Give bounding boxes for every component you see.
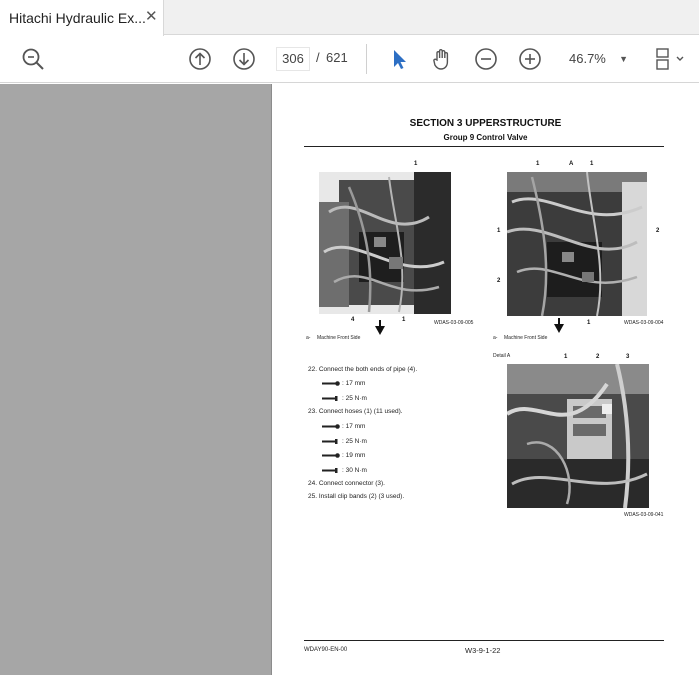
figure-1-callout: 4	[351, 317, 355, 323]
page-separator: /	[316, 50, 320, 65]
figure-2-callout: 1	[587, 320, 591, 326]
page-number-input[interactable]: 306	[276, 47, 310, 71]
figure-2-code: WDAS-03-09-004	[624, 320, 664, 326]
page-layout-icon[interactable]	[652, 46, 688, 72]
chevron-down-icon: ▼	[619, 54, 628, 64]
step-23: 23. Connect hoses (1) (11 used).	[308, 408, 403, 415]
figure-3-callout: 3	[626, 354, 630, 360]
front-arrow-icon	[375, 326, 385, 335]
step-24: 24. Connect connector (3).	[308, 480, 385, 487]
zoom-search-icon[interactable]	[20, 46, 46, 72]
figure-2-callout: 1	[536, 161, 540, 167]
wrench-icon	[322, 381, 340, 386]
page-down-icon[interactable]	[231, 46, 257, 72]
step-25: 25. Install clip bands (2) (3 used).	[308, 493, 405, 500]
figure-1-photo	[319, 172, 451, 314]
tab-title: Hitachi Hydraulic Ex...	[9, 10, 146, 26]
figure-3-photo	[507, 364, 649, 508]
figure-3-callout: 2	[596, 354, 600, 360]
spec-wrench-size: : 17 mm	[322, 423, 365, 430]
spec-torque: : 25 N·m	[322, 395, 367, 402]
figure-1-caption: Machine Front Side	[317, 335, 361, 341]
footer-page-code: W3-9-1-22	[465, 646, 501, 655]
figure-3-label: Detail A	[493, 353, 511, 359]
figure-2-callout: A	[569, 161, 574, 167]
footer-doc-code: WDAY90-EN-00	[304, 647, 348, 653]
spec-wrench-size: : 19 mm	[322, 452, 365, 459]
figure-2-callout: 1	[497, 228, 501, 234]
figure-2-callout: 1	[590, 161, 594, 167]
figure-3-code: WDAS-03-09-041	[624, 512, 664, 518]
zoom-in-icon[interactable]	[517, 46, 543, 72]
torque-wrench-icon	[322, 468, 340, 473]
wrench-icon	[322, 453, 340, 458]
hand-tool-icon[interactable]	[429, 46, 455, 72]
figure-1-callout: 1	[414, 161, 418, 167]
zoom-value: 46.7%	[569, 51, 606, 66]
total-pages: 621	[326, 50, 348, 65]
caption-marker: a-	[493, 335, 498, 341]
document-page	[271, 84, 699, 675]
figure-2-photo	[507, 172, 647, 316]
spec-torque: : 30 N·m	[322, 467, 367, 474]
caption-marker: a-	[306, 335, 311, 341]
torque-wrench-icon	[322, 396, 340, 401]
spec-wrench-size: : 17 mm	[322, 380, 365, 387]
figure-1-code: WDAS-03-09-005	[434, 320, 474, 326]
toolbar-divider	[366, 44, 367, 74]
section-title: SECTION 3 UPPERSTRUCTURE	[409, 118, 562, 129]
torque-wrench-icon	[322, 439, 340, 444]
zoom-select[interactable]	[560, 47, 634, 71]
select-cursor-icon[interactable]	[385, 46, 411, 72]
page-up-icon[interactable]	[187, 46, 213, 72]
close-icon[interactable]: ✕	[145, 8, 158, 25]
document-viewer[interactable]	[0, 84, 699, 675]
wrench-icon	[322, 424, 340, 429]
document-tab[interactable]	[0, 0, 164, 36]
figure-1-callout: 1	[402, 317, 406, 323]
zoom-out-icon[interactable]	[473, 46, 499, 72]
tab-bar	[0, 0, 699, 35]
step-22: 22. Connect the both ends of pipe (4).	[308, 366, 418, 373]
figure-2-callout: 2	[497, 278, 501, 284]
toolbar	[0, 36, 699, 83]
front-arrow-icon	[554, 324, 564, 333]
figure-2-caption: Machine Front Side	[504, 335, 548, 341]
group-title: Group 9 Control Valve	[443, 133, 528, 142]
spec-torque: : 25 N·m	[322, 438, 367, 445]
footer-rule	[304, 640, 664, 641]
figure-3-callout: 1	[564, 354, 568, 360]
figure-2-callout: 2	[656, 228, 660, 234]
header-rule	[304, 146, 664, 147]
